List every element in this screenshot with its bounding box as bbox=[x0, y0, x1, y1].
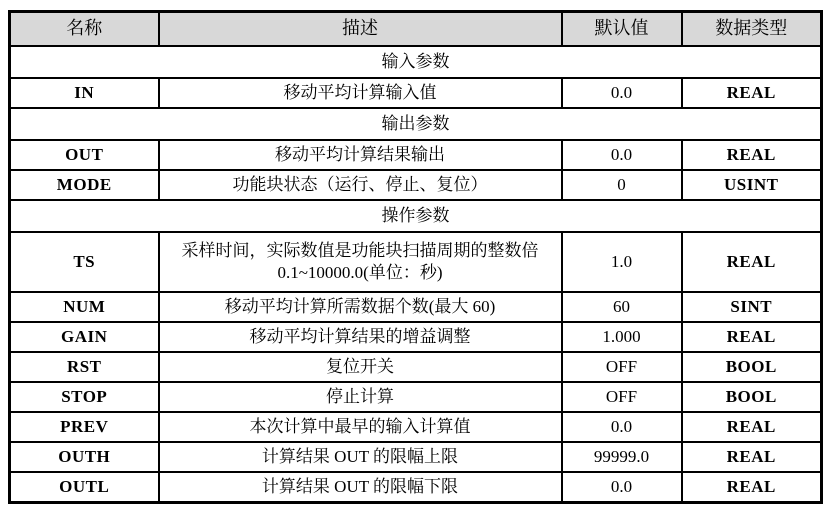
param-default-cell: 1.0 bbox=[562, 232, 682, 292]
param-default-cell: OFF bbox=[562, 382, 682, 412]
param-default-cell: OFF bbox=[562, 352, 682, 382]
param-desc-cell: 移动平均计算结果输出 bbox=[159, 140, 562, 170]
param-name-cell: MODE bbox=[10, 170, 159, 200]
param-default-cell: 1.000 bbox=[562, 322, 682, 352]
section-row-output-params bbox=[10, 108, 822, 140]
table-row-stop bbox=[10, 382, 822, 412]
param-desc-cell: 复位开关 bbox=[159, 352, 562, 382]
param-name-cell: STOP bbox=[10, 382, 159, 412]
section-row-input-params bbox=[10, 46, 822, 78]
table-row-outl bbox=[10, 472, 822, 503]
param-dtype-cell: REAL bbox=[682, 442, 822, 472]
table-row-prev bbox=[10, 412, 822, 442]
param-default-cell: 0.0 bbox=[562, 78, 682, 108]
param-default-cell: 99999.0 bbox=[562, 442, 682, 472]
param-dtype-cell: REAL bbox=[682, 472, 822, 503]
param-name-cell: OUTL bbox=[10, 472, 159, 503]
param-desc-cell: 计算结果 OUT 的限幅上限 bbox=[159, 442, 562, 472]
column-header-default: 默认值 bbox=[562, 12, 682, 47]
param-name-cell: OUTH bbox=[10, 442, 159, 472]
param-desc-cell: 本次计算中最早的输入计算值 bbox=[159, 412, 562, 442]
param-dtype-cell: REAL bbox=[682, 322, 822, 352]
param-desc-cell: 移动平均计算结果的增益调整 bbox=[159, 322, 562, 352]
table-row-ts bbox=[10, 232, 822, 292]
param-name-cell: OUT bbox=[10, 140, 159, 170]
param-dtype-cell: REAL bbox=[682, 140, 822, 170]
section-label: 输出参数 bbox=[10, 108, 822, 140]
column-header-name: 名称 bbox=[10, 12, 159, 47]
param-desc-cell: 功能块状态（运行、停止、复位） bbox=[159, 170, 562, 200]
param-default-cell: 0.0 bbox=[562, 412, 682, 442]
param-desc-cell: 移动平均计算所需数据个数(最大 60) bbox=[159, 292, 562, 322]
table-row-out bbox=[10, 140, 822, 170]
table-row-gain bbox=[10, 322, 822, 352]
table-row-mode bbox=[10, 170, 822, 200]
param-name-cell: GAIN bbox=[10, 322, 159, 352]
section-row-operation-params bbox=[10, 200, 822, 232]
param-dtype-cell: BOOL bbox=[682, 382, 822, 412]
param-name-cell: PREV bbox=[10, 412, 159, 442]
param-desc-cell: 采样时间，实际数值是功能块扫描周期的整数倍 0.1~10000.0(单位：秒) bbox=[159, 232, 562, 292]
param-name-cell: RST bbox=[10, 352, 159, 382]
section-label: 操作参数 bbox=[10, 200, 822, 232]
table-row-rst bbox=[10, 352, 822, 382]
param-dtype-cell: USINT bbox=[682, 170, 822, 200]
param-desc-cell: 停止计算 bbox=[159, 382, 562, 412]
table-row-num bbox=[10, 292, 822, 322]
param-dtype-cell: REAL bbox=[682, 412, 822, 442]
column-header-description: 描述 bbox=[159, 12, 562, 47]
param-name-cell: IN bbox=[10, 78, 159, 108]
column-header-datatype: 数据类型 bbox=[682, 12, 822, 47]
param-name-cell: TS bbox=[10, 232, 159, 292]
param-default-cell: 60 bbox=[562, 292, 682, 322]
table-row-in bbox=[10, 78, 822, 108]
table-header-row bbox=[10, 12, 822, 47]
section-label: 输入参数 bbox=[10, 46, 822, 78]
param-default-cell: 0.0 bbox=[562, 140, 682, 170]
parameter-table bbox=[8, 10, 823, 504]
table-row-outh bbox=[10, 442, 822, 472]
param-desc-cell: 计算结果 OUT 的限幅下限 bbox=[159, 472, 562, 503]
param-dtype-cell: SINT bbox=[682, 292, 822, 322]
param-dtype-cell: BOOL bbox=[682, 352, 822, 382]
param-dtype-cell: REAL bbox=[682, 232, 822, 292]
param-default-cell: 0 bbox=[562, 170, 682, 200]
param-default-cell: 0.0 bbox=[562, 472, 682, 503]
param-dtype-cell: REAL bbox=[682, 78, 822, 108]
param-desc-cell: 移动平均计算输入值 bbox=[159, 78, 562, 108]
param-name-cell: NUM bbox=[10, 292, 159, 322]
